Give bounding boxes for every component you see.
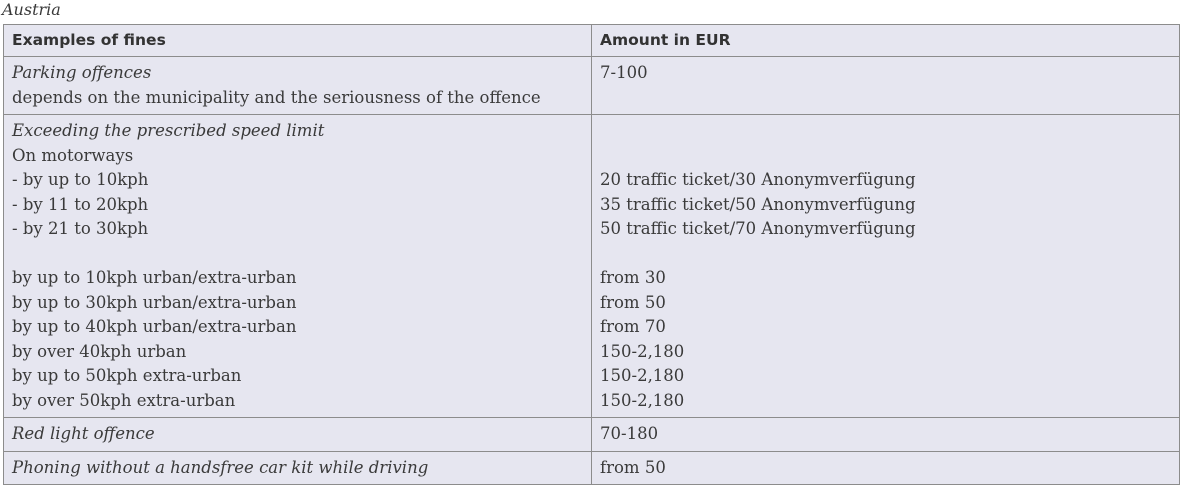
speed-item-amount: 150-2,180 — [600, 341, 685, 361]
spacer — [600, 144, 1171, 169]
motorway-item-label: - by 11 to 20kph — [12, 194, 149, 214]
speed-item-amount: 150-2,180 — [600, 390, 685, 410]
red-light-description-cell — [4, 418, 592, 452]
table-row-phoning — [4, 451, 1180, 485]
motorway-item-amount: 20 traffic ticket/30 Anonymverfügung — [600, 170, 916, 189]
speed-item-amount: from 30 — [600, 268, 666, 287]
table-header-row — [4, 25, 1180, 57]
parking-amount-cell — [592, 57, 1180, 115]
parking-description-cell — [4, 57, 592, 115]
speed-item-label: by up to 40kph urban/extra-urban — [12, 317, 297, 336]
fines-table — [3, 24, 1180, 485]
motorway-item-label: - by 21 to 30kph — [12, 219, 149, 238]
speed-item-amount: from 50 — [600, 292, 666, 312]
spacer — [12, 242, 583, 267]
speed-item-label: by over 40kph urban — [12, 341, 187, 361]
speeding-description-cell — [4, 115, 592, 418]
phoning-amount-cell — [592, 451, 1180, 485]
spacer — [600, 242, 1171, 267]
speed-item-amount: from 70 — [600, 317, 666, 336]
table-row-red-light — [4, 418, 1180, 452]
speed-item-label: by up to 30kph urban/extra-urban — [12, 292, 297, 312]
speed-item-label: by up to 50kph extra-urban — [12, 366, 242, 385]
header-examples-of-fines: Examples of fines — [4, 25, 592, 57]
parking-note: depends on the municipality and the seriousness of the offence — [12, 87, 541, 107]
speeding-amount-cell — [592, 115, 1180, 418]
motorway-item-label: - by up to 10kph — [12, 170, 149, 189]
red-light-amount: 70-180 — [600, 424, 659, 443]
speed-item-label: by over 50kph extra-urban — [12, 390, 236, 410]
phoning-description-cell — [4, 451, 592, 485]
table-caption: Austria — [2, 0, 61, 19]
phoning-title: Phoning without a handsfree car kit while driving — [12, 457, 429, 477]
speed-item-amount: 150-2,180 — [600, 366, 685, 385]
header-amount-in-eur: Amount in EUR — [592, 25, 1180, 57]
motorway-item-amount: 35 traffic ticket/50 Anonymverfügung — [600, 194, 916, 214]
motorway-item-amount: 50 traffic ticket/70 Anonymverfügung — [600, 219, 916, 238]
speed-item-label: by up to 10kph urban/extra-urban — [12, 268, 297, 287]
speeding-title: Exceeding the prescribed speed limit — [12, 121, 325, 140]
red-light-title: Red light offence — [12, 424, 155, 443]
table-row-speeding — [4, 115, 1180, 418]
red-light-amount-cell — [592, 418, 1180, 452]
table-row-parking — [4, 57, 1180, 115]
phoning-amount: from 50 — [600, 457, 666, 477]
spacer — [600, 119, 1171, 144]
parking-amount: 7-100 — [600, 63, 648, 82]
parking-title: Parking offences — [12, 63, 152, 82]
motorways-label: On motorways — [12, 145, 134, 165]
